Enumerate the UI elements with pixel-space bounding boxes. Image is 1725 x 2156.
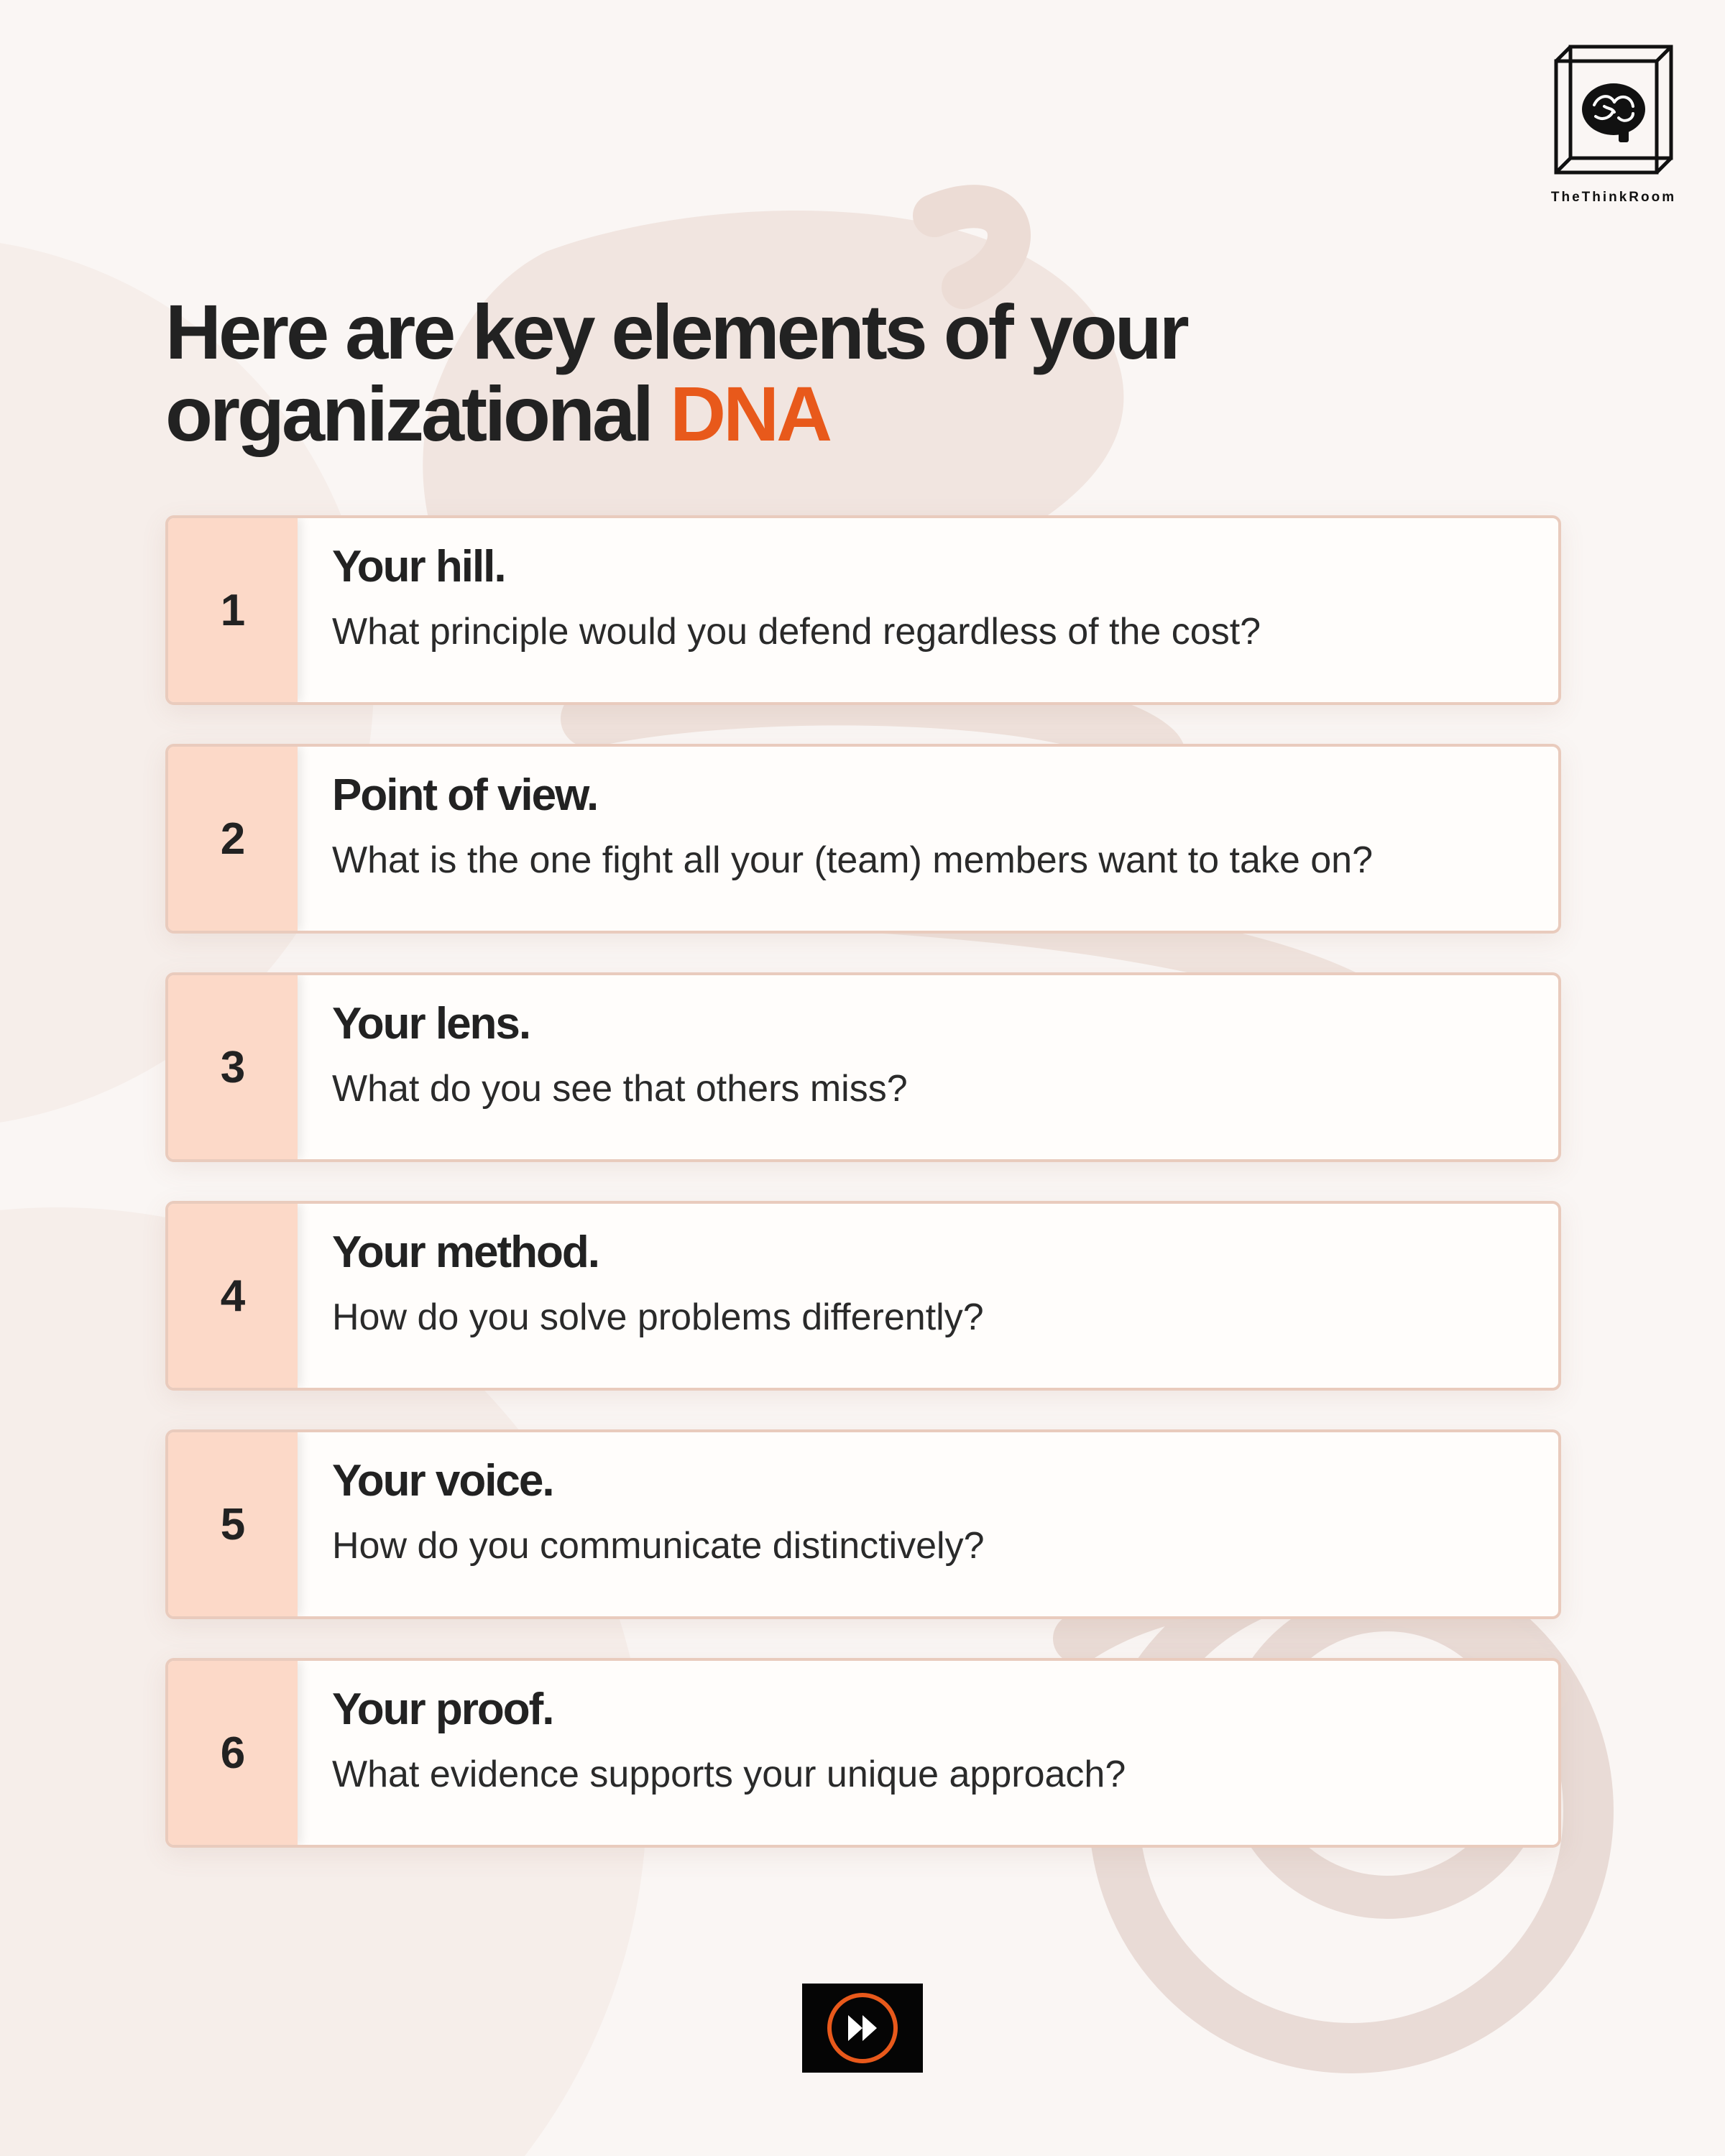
brain-in-cube-icon [1552, 43, 1675, 177]
list-item [165, 515, 1561, 705]
next-button[interactable] [802, 1984, 923, 2073]
list-item [165, 1429, 1561, 1619]
item-body [298, 747, 1558, 931]
item-title: Your voice. [332, 1456, 553, 1506]
item-number: 5 [168, 1432, 298, 1616]
item-number: 3 [168, 975, 298, 1159]
item-body [298, 1204, 1558, 1388]
list-item [165, 1201, 1561, 1391]
item-number: 1 [168, 518, 298, 702]
item-title: Your hill. [332, 542, 505, 591]
item-description: How do you solve problems differently? [332, 1296, 984, 1338]
item-body [298, 975, 1558, 1159]
fast-forward-icon [825, 1991, 900, 2065]
page-title [165, 288, 1531, 457]
item-description: How do you communicate distinctively? [332, 1525, 985, 1567]
brand-name: TheThinkRoom [1550, 190, 1677, 205]
item-description: What principle would you defend regardless of the cost? [332, 611, 1261, 653]
item-body [298, 1432, 1558, 1616]
item-title: Your method. [332, 1227, 599, 1277]
list-item [165, 744, 1561, 934]
item-title: Your lens. [332, 999, 530, 1049]
item-title: Point of view. [332, 770, 598, 820]
brand-logo [1538, 43, 1689, 206]
item-description: What is the one fight all your (team) members want to take on? [332, 839, 1374, 881]
item-description: What evidence supports your unique approach? [332, 1754, 1126, 1795]
item-number: 6 [168, 1661, 298, 1845]
title-accent: DNA [670, 370, 830, 457]
item-body [298, 518, 1558, 702]
title-line-1: Here are key elements of your [165, 288, 1187, 375]
item-number: 2 [168, 747, 298, 931]
list-item [165, 972, 1561, 1162]
list-item [165, 1658, 1561, 1848]
dna-elements-list [165, 515, 1561, 1886]
item-description: What do you see that others miss? [332, 1068, 908, 1110]
item-title: Your proof. [332, 1685, 553, 1734]
title-line-2: organizational [165, 370, 671, 457]
item-number: 4 [168, 1204, 298, 1388]
item-body [298, 1661, 1558, 1845]
